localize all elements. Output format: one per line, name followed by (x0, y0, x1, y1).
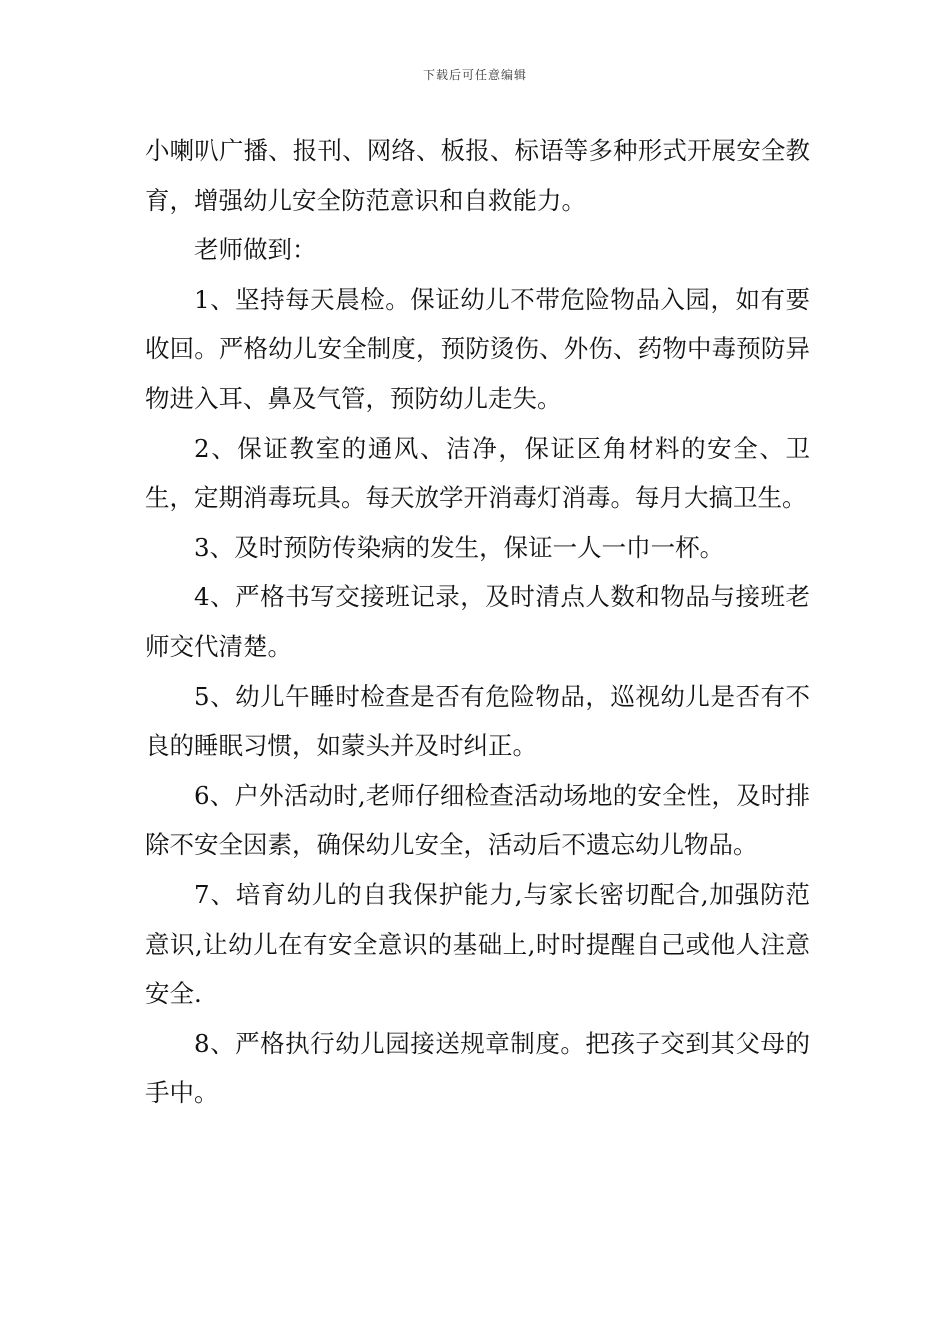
paragraph-item-3: 3、及时预防传染病的发生，保证一人一巾一杯。 (194, 532, 725, 562)
paragraph-item-5: 5、幼儿午睡时检查是否有危险物品，巡视幼儿是否有不良的睡眠习惯，如蒙头并及时纠正。 (145, 681, 810, 761)
paragraph-item-1: 1、坚持每天晨检。保证幼儿不带危险物品入园，如有要收回。严格幼儿安全制度，预防烫伤、外伤、药物中毒预防异物进入耳、鼻及气管，预防幼儿走失。 (145, 284, 810, 413)
paragraph-intro-continuation: 小喇叭广播、报刊、网络、板报、标语等多种形式开展安全教育，增强幼儿安全防范意识和自救能力。 (145, 136, 810, 215)
paragraph-item-2: 2、保证教室的通风、洁净，保证区角材料的安全、卫生，定期消毒玩具。每天放学开消毒灯消毒。每月大搞卫生。 (145, 433, 810, 513)
paragraph-item-4: 4、严格书写交接班记录，及时清点人数和物品与接班老师交代清楚。 (145, 582, 810, 661)
paragraph-item-6: 6、户外活动时,老师仔细检查活动场地的安全性，及时排除不安全因素，确保幼儿安全，活动后不遗忘幼儿物品。 (145, 780, 810, 860)
paragraph-teacher-heading: 老师做到： (194, 235, 317, 265)
paragraph-item-8: 8、严格执行幼儿园接送规章制度。把孩子交到其父母的手中。 (145, 1028, 810, 1108)
paragraph-item-7: 7、培育幼儿的自我保护能力,与家长密切配合,加强防范意识,让幼儿在有安全意识的基础上,时时提醒自己或他人注意安全. (145, 879, 810, 1009)
document-body (145, 126, 810, 1118)
header-note: 下载后可任意编辑 (422, 68, 527, 82)
